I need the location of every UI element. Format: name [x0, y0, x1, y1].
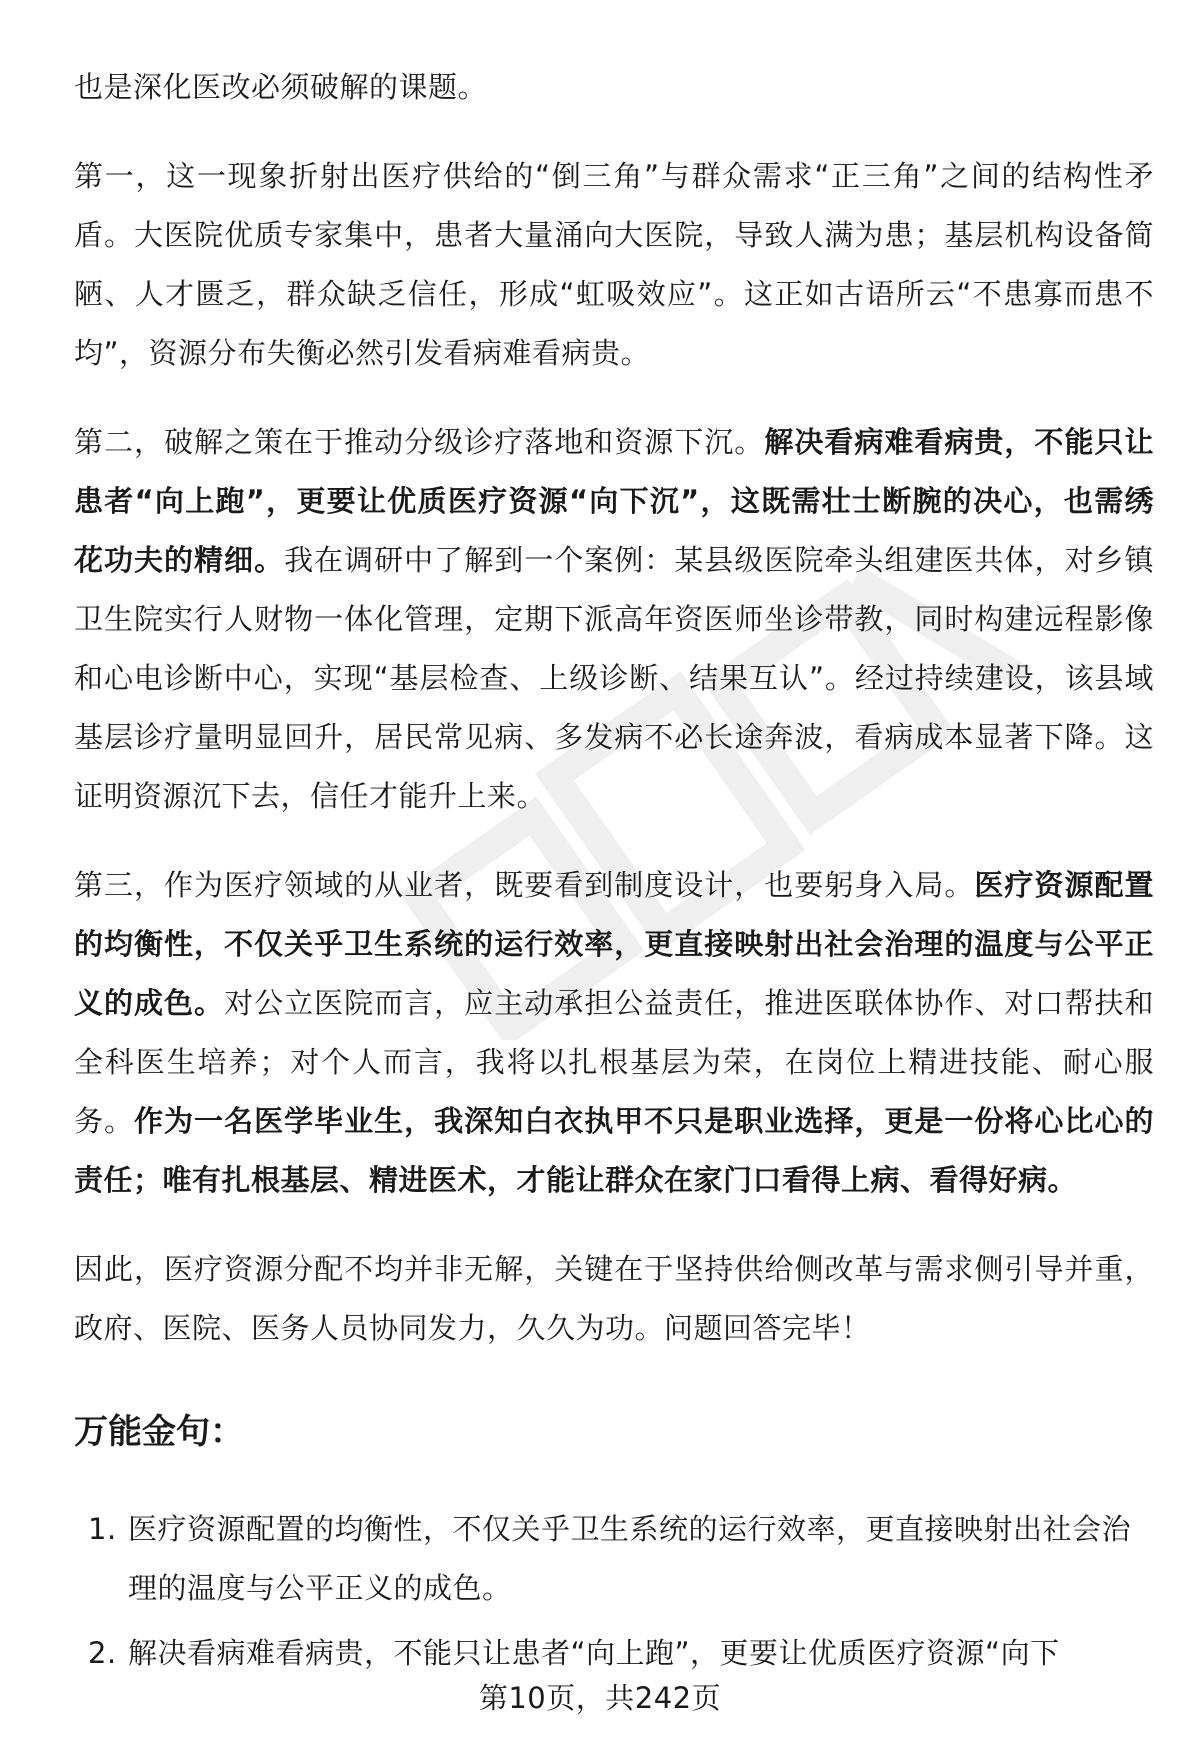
- paragraph-bold-text: 医疗资源配置的均衡性，不仅关乎卫生系统的运行效率，更直接映射出社会治理的温度与公平正义的成色。: [74, 868, 1154, 1020]
- paragraph-list: [74, 58, 1154, 1358]
- paragraph-text: 对公立医院而言，应主动承担公益责任，推进医联体协作、对口帮扶和全科医生培养；对个人而言，我将以扎根基层为荣，在岗位上精进技能、耐心服务。: [74, 986, 1154, 1138]
- paragraph-text: 第二，破解之策在于推动分级诊疗落地和资源下沉。: [74, 425, 765, 459]
- paragraph-bold-text: 作为一名医学毕业生，我深知白衣执甲不只是职业选择，更是一份将心比心的责任；唯有扎根基层、精进医术，才能让群众在家门口看得上病、看得好病。: [74, 1104, 1154, 1197]
- paragraph: [74, 147, 1154, 383]
- list-item-text: 解决看病难看病贵，不能只让患者“向上跑”，更要让优质医疗资源“向下: [128, 1636, 1060, 1670]
- page-number-footer: 第10页，共242页: [478, 1681, 722, 1715]
- list-item-text: 医疗资源配置的均衡性，不仅关乎卫生系统的运行效率，更直接映射出社会治理的温度与公平正义的成色。: [128, 1512, 1132, 1605]
- document-body: [74, 58, 1154, 1689]
- paragraph: [74, 856, 1154, 1210]
- paragraph-text: 第一，这一现象折射出医疗供给的“倒三角”与群众需求“正三角”之间的结构性矛盾。大医院优质专家集中，患者大量涌向大医院，导致人满为患；基层机构设备简陋、人才匮乏，群众缺乏信任，形成“虹吸效应”。这正如古语所云“不患寡而患不均”，资源分布失衡必然引发看病难看病贵。: [74, 159, 1154, 370]
- paragraph: [74, 1240, 1154, 1358]
- list-item-number: 2.: [88, 1636, 117, 1670]
- paragraph-text: 因此，医疗资源分配不均并非无解，关键在于坚持供给侧改革与需求侧引导并重，政府、医院、医务人员协同发力，久久为功。问题回答完毕！: [74, 1252, 1154, 1345]
- paragraph-text: 也是深化医改必须破解的课题。: [74, 70, 488, 104]
- paragraph-text: 我在调研中了解到一个案例：某县级医院牵头组建医共体，对乡镇卫生院实行人财物一体化管理，定期下派高年资医师坐诊带教，同时构建远程影像和心电诊断中心，实现“基层检查、上级诊断、结果互认”。经过持续建设，该县域基层诊疗量明显回升，居民常见病、多发病不必长途奔波，看病成本显著下降。这证明资源沉下去，信任才能升上来。: [74, 543, 1154, 813]
- golden-sentence-list: [74, 1500, 1154, 1683]
- list-item: [74, 1500, 1154, 1618]
- paragraph-bold-text: 解决看病难看病贵，不能只让患者“向上跑”，更要让优质医疗资源“向下沉”，这既需壮士断腕的决心，也需绣花功夫的精细。: [74, 425, 1154, 577]
- paragraph: [74, 413, 1154, 826]
- section-heading: 万能金句：: [74, 1412, 244, 1452]
- list-item-number: 1.: [88, 1512, 117, 1546]
- list-item: [74, 1624, 1154, 1683]
- paragraph-text: 第三，作为医疗领域的从业者，既要看到制度设计，也要躬身入局。: [74, 868, 975, 902]
- paragraph: [74, 58, 1154, 117]
